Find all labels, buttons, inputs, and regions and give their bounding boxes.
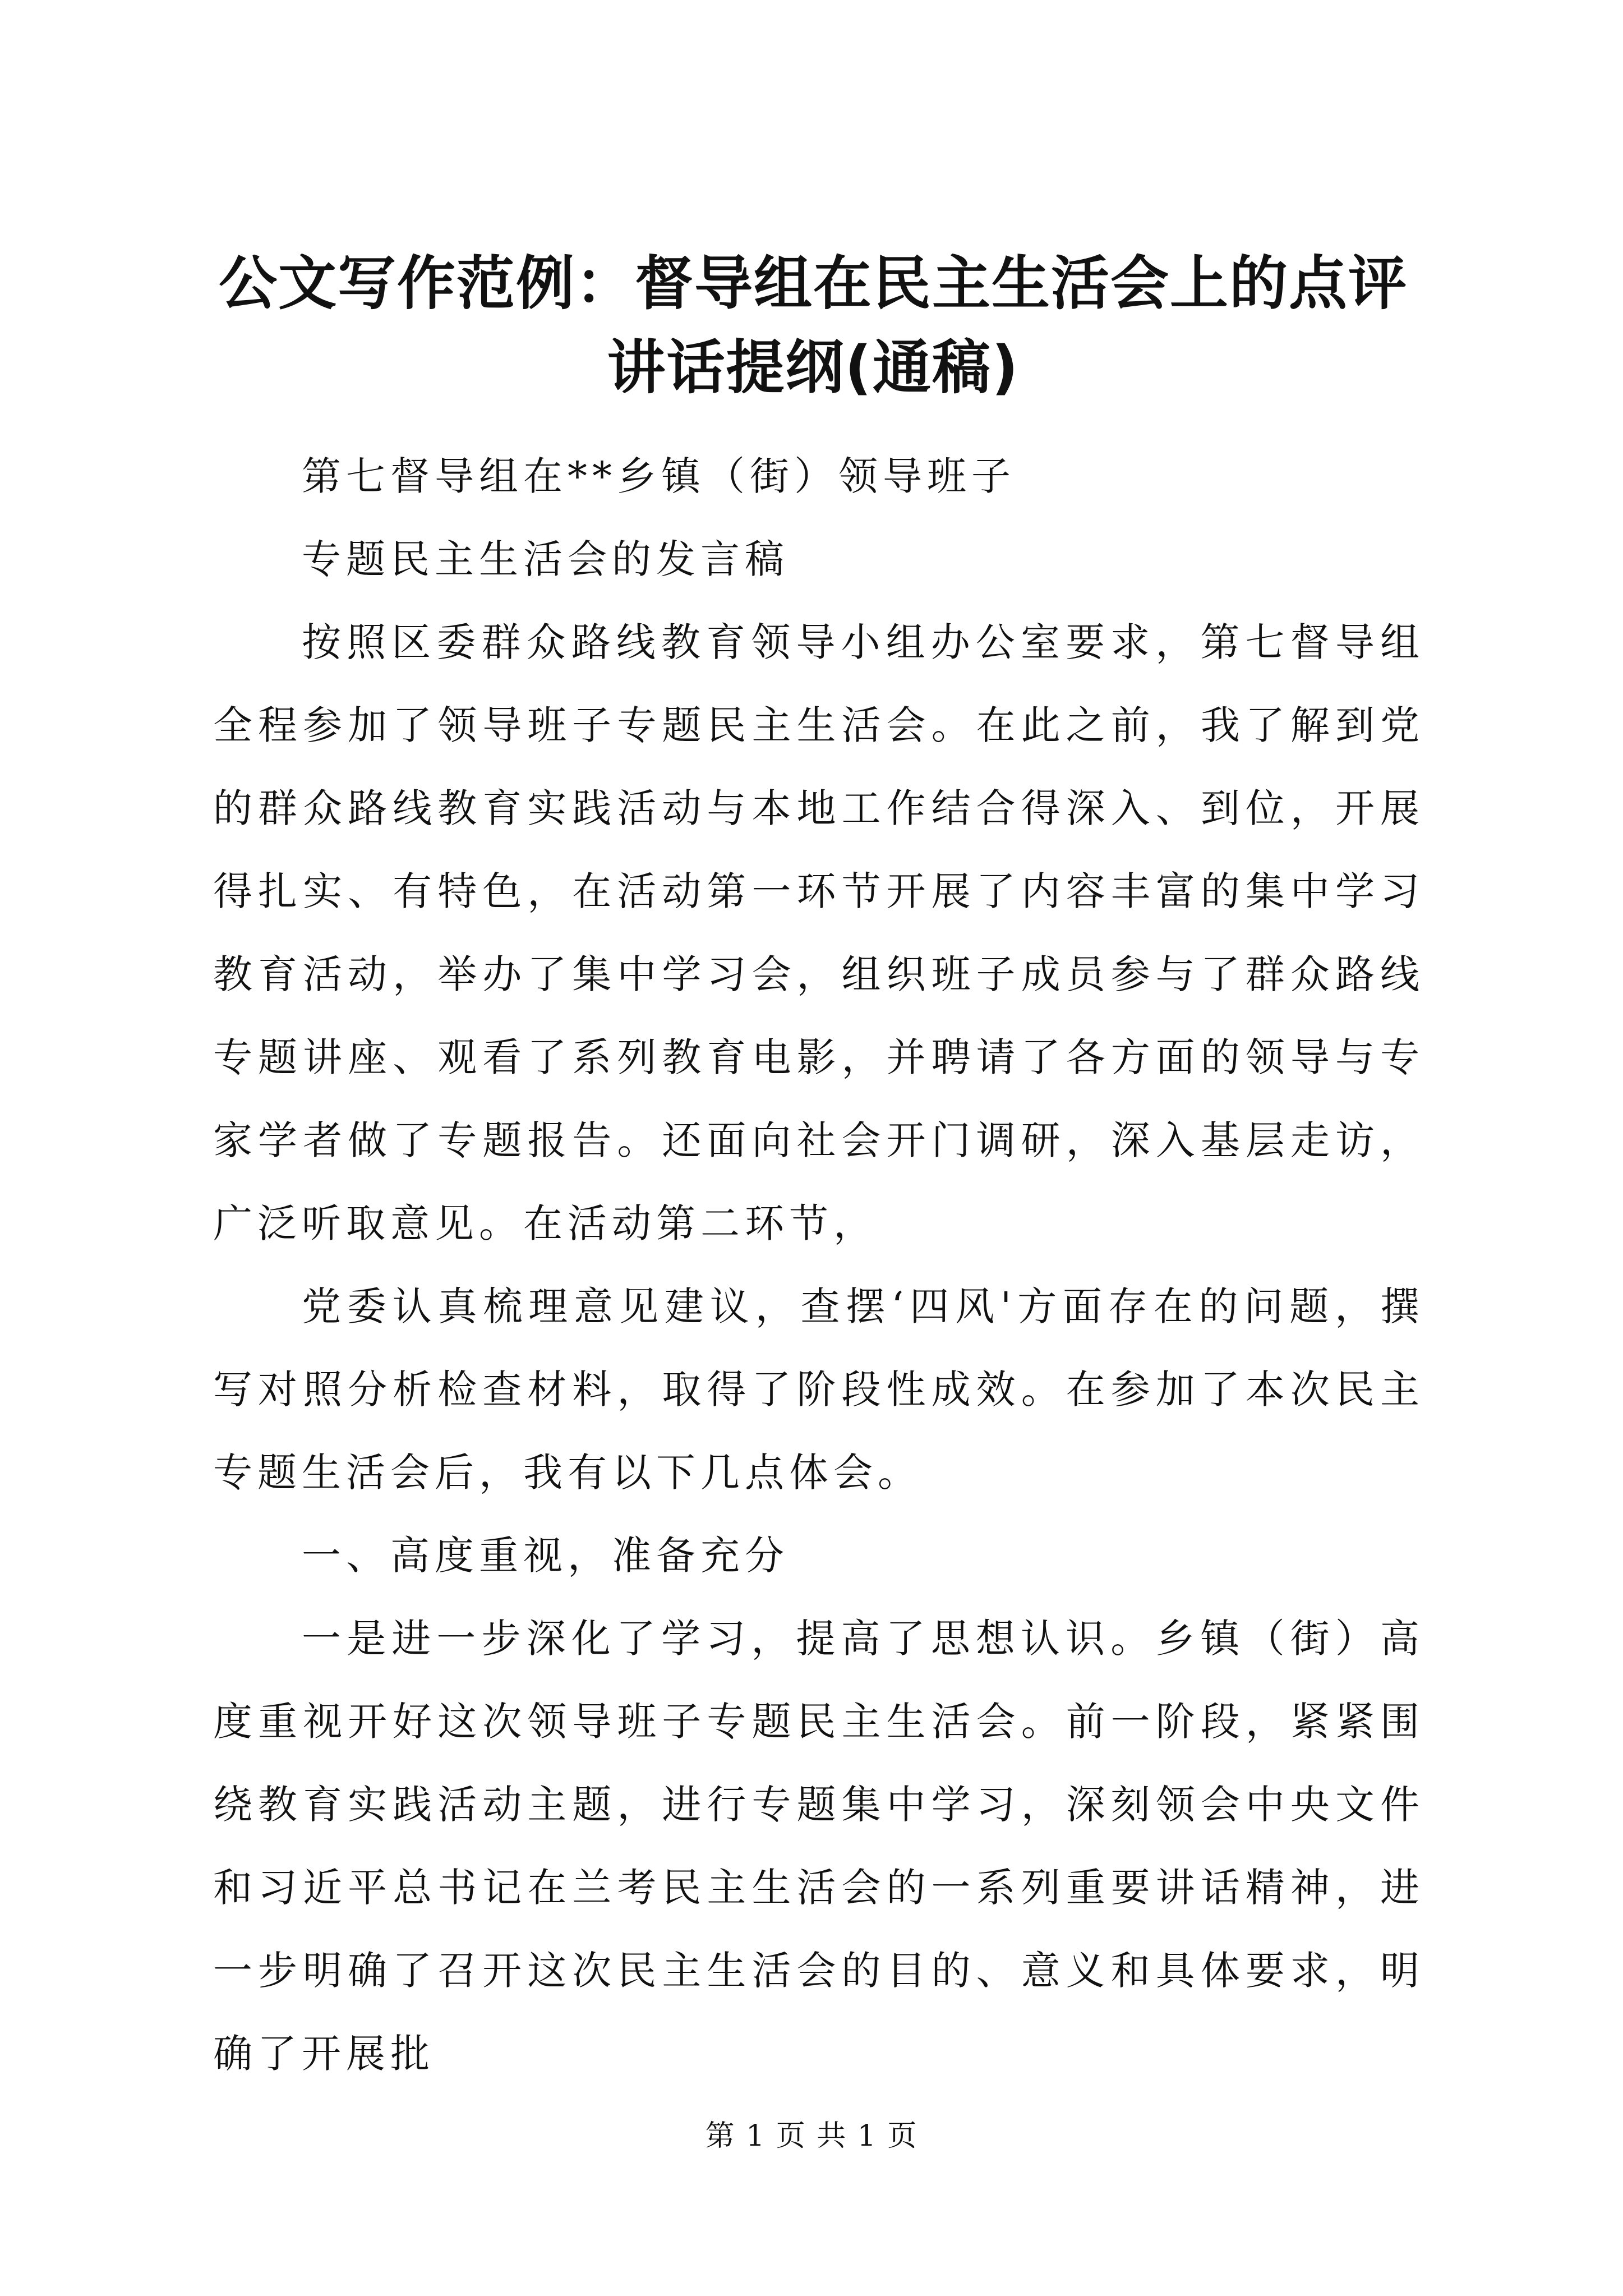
page-footer: 第 1 页 共 1 页: [705, 2119, 918, 2153]
paragraph: 党委认真梳理意见建议，查摆‘四风'方面存在的问题，撰写对照分析检查材料，取得了阶段性成效。在参加了本次民主专题生活会后，我有以下几点体会。: [213, 1283, 1424, 1496]
section-heading: 一、高度重视，准备充分: [302, 1533, 789, 1579]
document-body: [213, 435, 1424, 2095]
title-line-2: 讲话提纲(通稿): [607, 333, 1020, 402]
paragraph: 按照区委群众路线教育领导小组办公室要求，第七督导组全程参加了领导班子专题民主生活会。在此之前，我了解到党的群众路线教育实践活动与本地工作结合得深入、到位，开展得扎实、有特色，在活动第一环节开展了内容丰富的集中学习教育活动，举办了集中学习会，组织班子成员参与了群众路线专题讲座、观看了系列教育电影，并聘请了各方面的领导与专家学者做了专题报告。还面向社会开门调研，深入基层走访，广泛听取意见。在活动第二环节，: [213, 619, 1424, 1246]
paragraph: 一是进一步深化了学习，提高了思想认识。乡镇（街）高度重视开好这次领导班子专题民主生活会。前一阶段，紧紧围绕教育实践活动主题，进行专题集中学习，深刻领会中央文件和习近平总书记在兰考民主生活会的一系列重要讲话精神，进一步明确了召开这次民主生活会的目的、意义和具体要求，明确了开展批: [213, 1616, 1424, 2077]
paragraph-subtitle-2: 专题民主生活会的发言稿: [302, 536, 789, 582]
title-line-1: 公文写作范例：督导组在民主生活会上的点评: [218, 249, 1408, 318]
paragraph-subtitle-1: 第七督导组在**乡镇（街）领导班子: [302, 453, 1016, 499]
document-title: [213, 241, 1413, 409]
